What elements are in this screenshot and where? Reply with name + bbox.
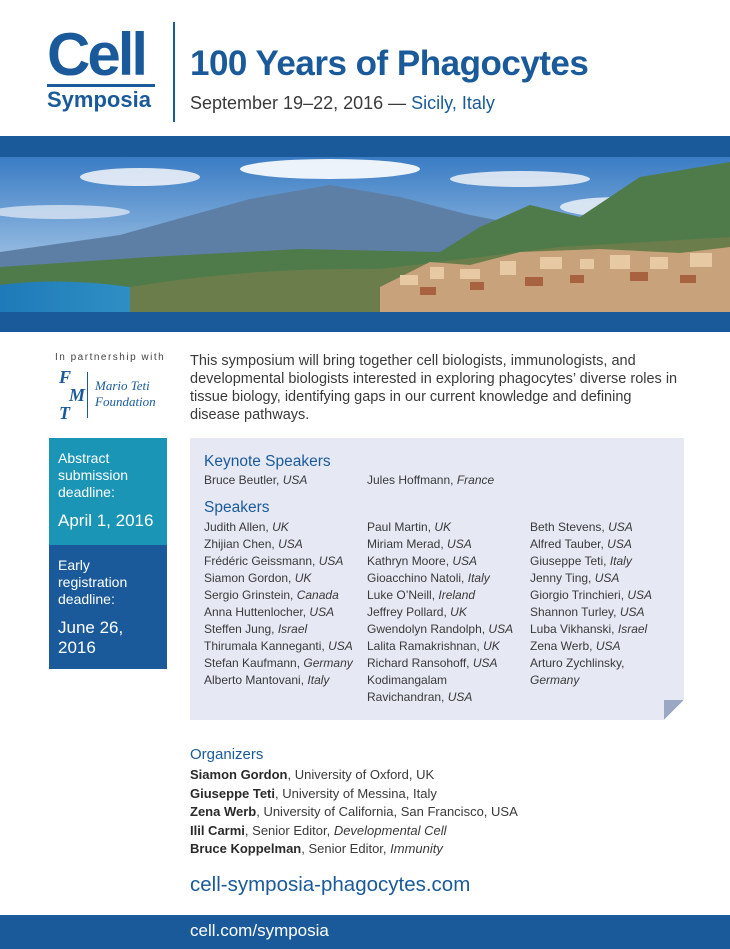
abstract-deadline-label: Abstract submission deadline: <box>58 450 129 500</box>
speaker-entry <box>530 536 670 553</box>
speaker-entry <box>530 604 670 621</box>
organizer-entry <box>190 822 518 841</box>
speaker-entry <box>530 587 670 604</box>
fmt-letter-f: F <box>59 367 72 387</box>
fmt-divider <box>87 372 88 418</box>
speaker-entry <box>204 604 369 621</box>
speakers-column-3 <box>530 519 670 689</box>
keynote-speaker <box>367 472 494 489</box>
fmt-letter-t: T <box>59 403 70 423</box>
speaker-country: Germany <box>530 673 580 687</box>
speaker-entry <box>204 672 369 689</box>
top-band <box>0 136 730 157</box>
speaker-country: USA <box>472 656 498 670</box>
organizer-entry <box>190 785 518 804</box>
abstract-deadline-date: April 1, 2016 <box>58 511 154 530</box>
speakers-heading: Speakers <box>204 499 270 516</box>
logo-cell-text: Cell <box>47 21 146 88</box>
fmt-letter-m: M <box>69 385 86 405</box>
speaker-name: Kodimangalam Ravichandran, <box>367 673 448 704</box>
speaker-name: Richard Ransohoff, <box>367 656 470 670</box>
organizer-name: Siamon Gordon <box>190 767 288 782</box>
organizer-name: Giuseppe Teti <box>190 785 275 801</box>
speaker-country: USA <box>607 537 632 551</box>
speaker-country: Italy <box>609 554 632 568</box>
speaker-name: Shannon Turley, <box>530 605 617 619</box>
speaker-entry <box>530 570 670 587</box>
speaker-name: Alberto Mantovani, <box>204 673 305 687</box>
intro-paragraph: This symposium will bring together cell biologists, immunologists, and developmental biologists interested in exploring phagocytes’ diverse roles in tissue biology, identifying gaps in our current knowledge and defining disease pathways. <box>190 353 678 423</box>
speaker-name: Arturo Zychlinsky, <box>530 656 625 670</box>
organizer-entry <box>190 766 518 785</box>
speaker-entry <box>367 638 525 655</box>
event-location: Sicily, Italy <box>411 93 495 113</box>
logo-symposia-text: Symposia <box>47 84 155 111</box>
speaker-name: Sergio Grinstein, <box>204 588 294 602</box>
speaker-country: USA <box>627 588 653 602</box>
speaker-country: Germany <box>303 656 353 670</box>
speaker-name: Lalita Ramakrishnan, <box>367 639 480 653</box>
speaker-entry <box>367 655 525 672</box>
organizer-journal: Developmental Cell <box>333 822 447 838</box>
speaker-name: Zena Werb, <box>530 639 593 653</box>
speaker-name: Gwendolyn Randolph, <box>367 622 486 636</box>
organizers-list <box>190 766 518 859</box>
organizer-affiliation: , University of Messina, Italy <box>275 785 437 801</box>
keynote-heading: Keynote Speakers <box>204 453 331 470</box>
speaker-entry <box>204 655 369 672</box>
organizer-name: Bruce Koppelman <box>190 841 302 856</box>
speaker-name: Jenny Ting, <box>530 571 592 585</box>
speaker-name: Stefan Kaufmann, <box>204 656 301 670</box>
speaker-country: USA <box>488 622 514 636</box>
speaker-entry <box>367 536 525 553</box>
footer-band <box>0 915 730 949</box>
speaker-name: Jeffrey Pollard, <box>367 605 447 619</box>
speaker-name: Gioacchino Natoli, <box>367 571 465 585</box>
speaker-country: UK <box>272 520 289 534</box>
event-website-link[interactable]: cell-symposia-phagocytes.com <box>190 873 471 896</box>
speakers-panel <box>190 438 684 720</box>
page-curl-corner <box>664 700 684 720</box>
speaker-name: Anna Huttenlocher, <box>204 605 307 619</box>
speaker-name: Miriam Merad, <box>367 537 444 551</box>
organizer-journal: Immunity <box>390 841 443 856</box>
organizer-affiliation: , University of Oxford, UK <box>287 767 435 782</box>
speaker-entry <box>204 638 369 655</box>
speaker-country: USA <box>595 639 621 653</box>
organizer-entry <box>190 840 518 859</box>
speaker-entry <box>530 638 670 655</box>
speaker-entry <box>367 519 525 536</box>
speaker-name: Bruce Beutler, <box>204 473 280 487</box>
foundation-name <box>95 378 156 410</box>
speaker-name: Siamon Gordon, <box>204 571 292 585</box>
speaker-country: Ireland <box>438 588 476 602</box>
speaker-country: USA <box>318 554 344 568</box>
landscape-illustration <box>0 157 730 312</box>
partner-label: In partnership with <box>55 352 166 363</box>
speaker-entry <box>204 553 369 570</box>
speaker-country: Italy <box>467 571 490 585</box>
speaker-country: Italy <box>307 673 330 687</box>
organizer-entry <box>190 803 518 822</box>
abstract-deadline-box <box>49 438 167 545</box>
page-title: 100 Years of Phagocytes <box>190 44 589 83</box>
speaker-country: UK <box>483 639 500 653</box>
speaker-entry <box>367 604 525 621</box>
speaker-name: Alfred Tauber, <box>530 537 604 551</box>
speaker-country: USA <box>452 554 478 568</box>
speaker-name: Steffen Jung, <box>204 622 275 636</box>
speaker-country: UK <box>450 605 467 619</box>
cell-symposia-logo <box>47 21 157 112</box>
organizer-affiliation: , Senior Editor, <box>301 841 391 856</box>
speaker-entry <box>530 553 670 570</box>
speaker-country: USA <box>328 639 353 653</box>
speaker-country: Israel <box>277 622 308 636</box>
organizer-affiliation: , Senior Editor, <box>244 822 334 838</box>
speaker-name: Luke O’Neill, <box>367 588 436 602</box>
speaker-name: Thirumala Kanneganti, <box>204 639 325 653</box>
speaker-entry <box>367 553 525 570</box>
speaker-country: USA <box>594 571 620 585</box>
speaker-entry <box>204 621 369 638</box>
speaker-entry <box>204 587 369 604</box>
speaker-name: Luba Vikhanski, <box>530 622 615 636</box>
speaker-country: USA <box>282 473 308 487</box>
speaker-name: Kathryn Moore, <box>367 554 450 568</box>
speaker-country: USA <box>608 520 633 534</box>
bottom-photo-band <box>0 312 730 332</box>
speaker-entry <box>204 570 369 587</box>
mario-teti-foundation-logo <box>55 368 165 424</box>
speaker-name: Beth Stevens, <box>530 520 605 534</box>
organizers-heading: Organizers <box>190 746 264 763</box>
speaker-country: USA <box>447 690 473 704</box>
sicily-landscape-photo <box>0 157 730 312</box>
speaker-country: UK <box>294 571 312 585</box>
speaker-entry <box>530 519 670 536</box>
event-dates <box>190 93 495 114</box>
footer-link[interactable]: cell.com/symposia <box>190 921 329 940</box>
speaker-country: USA <box>447 537 472 551</box>
organizer-name: Zena Werb <box>190 804 257 819</box>
speaker-entry <box>367 621 525 638</box>
speaker-name: Giorgio Trinchieri, <box>530 588 625 602</box>
speaker-entry <box>204 536 369 553</box>
speakers-column-2 <box>367 519 525 706</box>
organizer-name: Ilil Carmi <box>190 822 245 838</box>
speaker-name: Paul Martin, <box>367 520 432 534</box>
foundation-name-line1: Mario Teti <box>95 378 150 393</box>
organizer-affiliation: , University of California, San Francisco, USA <box>256 804 518 819</box>
speaker-name: Frédéric Geissmann, <box>204 554 316 568</box>
speaker-country: USA <box>278 537 303 551</box>
speaker-entry <box>367 672 525 706</box>
registration-deadline-label: Early registration deadline: <box>58 557 128 607</box>
speaker-name: Judith Allen, <box>204 520 269 534</box>
speaker-country: USA <box>619 605 645 619</box>
speaker-name: Giuseppe Teti, <box>530 554 607 568</box>
speaker-country: France <box>456 473 495 487</box>
speaker-entry <box>530 621 670 638</box>
speakers-column-1 <box>204 519 369 689</box>
speaker-country: UK <box>434 520 452 534</box>
keynote-speaker <box>204 472 307 489</box>
speaker-name: Zhijian Chen, <box>204 537 275 551</box>
speaker-entry <box>367 570 525 587</box>
speaker-country: Canada <box>296 588 339 602</box>
header-divider <box>173 22 175 122</box>
speaker-country: Israel <box>617 622 648 636</box>
fmt-monogram <box>59 368 85 422</box>
foundation-name-line2: Foundation <box>95 394 156 409</box>
speaker-entry <box>367 587 525 604</box>
header <box>0 0 730 136</box>
speaker-entry <box>530 655 670 689</box>
speaker-entry <box>204 519 369 536</box>
event-date-text: September 19–22, 2016 — <box>190 93 407 113</box>
speaker-name: Jules Hoffmann, <box>367 473 454 487</box>
registration-deadline-box <box>49 545 167 669</box>
speaker-country: USA <box>309 605 335 619</box>
registration-deadline-date: June 26, 2016 <box>58 618 124 657</box>
